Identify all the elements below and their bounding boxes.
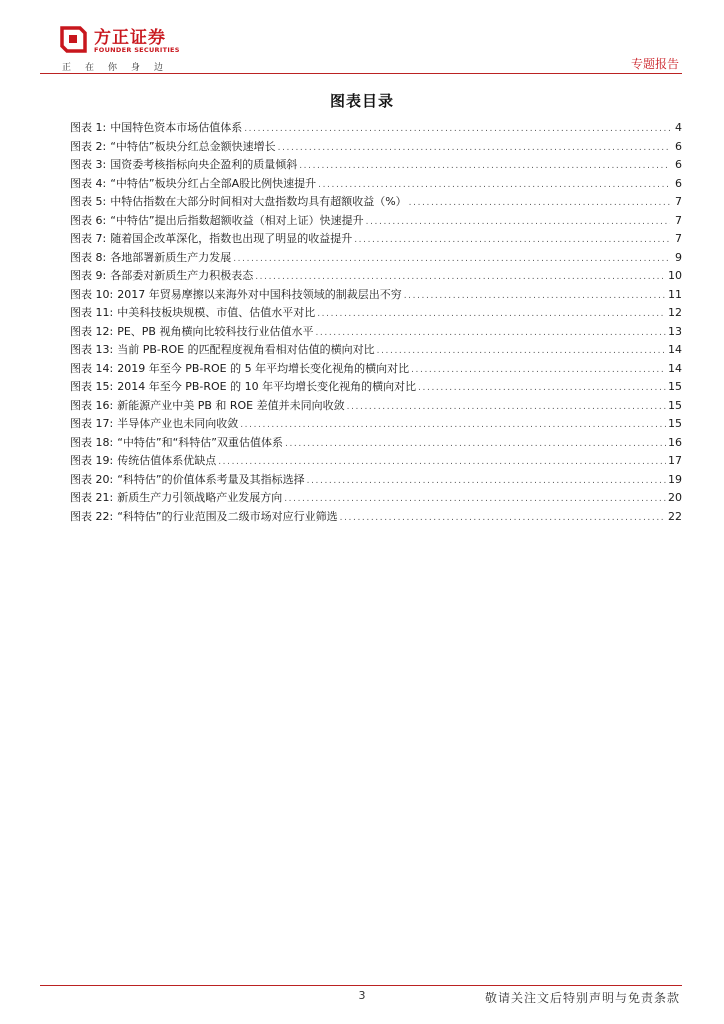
toc-entry-page: 10 <box>668 269 682 282</box>
page-header <box>0 0 724 80</box>
toc-entry[interactable] <box>70 193 682 212</box>
toc-dot-leader <box>411 361 666 380</box>
toc-entry[interactable] <box>70 508 682 527</box>
toc-entry-label: 图表 8: <box>70 250 107 264</box>
toc-entry-title: “科特估”的价值体系考量及其指标选择 <box>117 472 305 486</box>
figure-toc-list <box>70 119 682 526</box>
toc-entry-page: 6 <box>675 139 682 153</box>
toc-entry-label: 图表 14: <box>70 361 114 375</box>
toc-entry-title: 各部委对新质生产力积极表态 <box>110 269 254 282</box>
toc-entry-page: 22 <box>668 509 682 523</box>
toc-entry-label: 图表 15: <box>70 380 114 393</box>
toc-entry-label: 图表 5: <box>70 195 107 208</box>
toc-entry-label: 图表 9: <box>70 269 107 282</box>
toc-dot-leader <box>278 139 670 158</box>
toc-entry-label: 图表 7: <box>70 232 107 245</box>
toc-entry-page: 11 <box>668 287 682 301</box>
toc-title: 图表目录 <box>329 92 394 110</box>
toc-entry-title: “中特估”板块分红总金额快速增长 <box>110 139 276 153</box>
toc-entry-page: 16 <box>668 435 682 449</box>
toc-dot-leader <box>347 398 666 417</box>
toc-entry-title: 国资委考核指标向央企盈利的质量倾斜 <box>110 158 298 171</box>
toc-entry-title: 中国特色资本市场估值体系 <box>110 121 243 134</box>
toc-dot-leader <box>340 509 666 528</box>
toc-dot-leader <box>285 435 666 454</box>
toc-entry-page: 20 <box>668 491 682 504</box>
toc-entry-title: 传统估值体系优缺点 <box>117 454 217 467</box>
toc-entry[interactable] <box>70 119 682 138</box>
toc-entry[interactable] <box>70 397 682 416</box>
toc-entry-page: 6 <box>675 158 682 171</box>
header-divider <box>40 73 682 74</box>
toc-entry-page: 17 <box>668 454 682 467</box>
toc-entry-label: 图表 18: <box>70 435 114 449</box>
toc-entry-page: 12 <box>668 306 682 319</box>
toc-entry[interactable] <box>70 267 682 286</box>
toc-entry[interactable] <box>70 489 682 508</box>
toc-entry[interactable] <box>70 323 682 342</box>
toc-dot-leader <box>315 324 666 343</box>
toc-entry-label: 图表 19: <box>70 454 114 467</box>
toc-entry-page: 7 <box>675 232 682 245</box>
toc-entry[interactable] <box>70 230 682 249</box>
toc-entry-label: 图表 13: <box>70 343 114 356</box>
toc-dot-leader <box>418 379 666 398</box>
toc-dot-leader <box>240 416 666 435</box>
toc-dot-leader <box>317 305 666 324</box>
toc-dot-leader <box>218 453 666 472</box>
toc-entry[interactable] <box>70 249 682 268</box>
toc-entry-title: PE、PB 视角横向比较科技行业估值水平 <box>117 324 314 338</box>
toc-entry-label: 图表 10: <box>70 287 114 301</box>
toc-entry[interactable] <box>70 156 682 175</box>
toc-entry-page: 14 <box>668 343 682 356</box>
toc-entry-label: 图表 4: <box>70 176 107 190</box>
toc-entry-label: 图表 17: <box>70 417 114 430</box>
toc-entry-title: 2014 年至今 PB-ROE 的 10 年平均增长变化视角的横向对比 <box>117 380 417 393</box>
toc-dot-leader <box>409 194 670 213</box>
toc-entry-title: 当前 PB-ROE 的匹配程度视角看相对估值的横向对比 <box>117 343 375 356</box>
toc-entry[interactable] <box>70 378 682 397</box>
toc-entry-title: 2017 年贸易摩擦以来海外对中国科技领域的制裁层出不穷 <box>117 287 402 301</box>
toc-dot-leader <box>318 176 670 195</box>
toc-entry-label: 图表 3: <box>70 158 107 171</box>
logo-english-text: FOUNDER SECURITIES <box>94 46 180 54</box>
toc-entry-page: 13 <box>668 324 682 338</box>
toc-entry-title: 中特估指数在大部分时间相对大盘指数均具有超额收益（%） <box>110 195 407 208</box>
toc-entry-title: 各地部署新质生产力发展 <box>110 250 232 264</box>
disclaimer-text: 敬请关注文后特别声明与免责条款 <box>484 991 680 1005</box>
toc-dot-leader <box>233 250 670 269</box>
toc-entry-title: “中特估”板块分红占全部A股比例快速提升 <box>110 176 317 190</box>
toc-entry-label: 图表 11: <box>70 306 114 319</box>
toc-entry[interactable] <box>70 471 682 490</box>
toc-dot-leader <box>354 231 670 250</box>
toc-entry-page: 7 <box>675 213 682 227</box>
toc-dot-leader <box>284 490 666 509</box>
toc-dot-leader <box>366 213 670 232</box>
toc-entry[interactable] <box>70 286 682 305</box>
toc-entry[interactable] <box>70 415 682 434</box>
toc-dot-leader <box>255 268 666 287</box>
toc-entry-title: 随着国企改革深化，指数也出现了明显的收益提升 <box>110 232 353 245</box>
toc-entry-label: 图表 12: <box>70 324 114 338</box>
toc-entry-label: 图表 20: <box>70 472 114 486</box>
toc-entry[interactable] <box>70 138 682 157</box>
toc-entry-page: 19 <box>668 472 682 486</box>
toc-entry-title: “科特估”的行业范围及二级市场对应行业筛选 <box>117 509 338 523</box>
toc-entry-page: 15 <box>668 380 682 393</box>
report-type-label: 专题报告 <box>630 57 679 71</box>
toc-dot-leader <box>244 120 670 139</box>
toc-entry[interactable] <box>70 304 682 323</box>
toc-entry-label: 图表 2: <box>70 139 107 153</box>
toc-entry-title: 新能源产业中美 PB 和 ROE 差值并未同向收敛 <box>117 398 345 412</box>
toc-entry-label: 图表 21: <box>70 491 114 504</box>
logo-chinese-text: 方正证券 <box>94 28 166 48</box>
toc-entry-label: 图表 16: <box>70 398 114 412</box>
toc-entry[interactable] <box>70 360 682 379</box>
toc-entry[interactable] <box>70 341 682 360</box>
toc-entry-label: 图表 6: <box>70 213 107 227</box>
toc-entry[interactable] <box>70 212 682 231</box>
toc-entry-page: 6 <box>675 176 682 190</box>
toc-entry-title: “中特估”和“科特估”双重估值体系 <box>117 435 283 449</box>
toc-entry-title: 新质生产力引领战略产业发展方向 <box>117 491 283 504</box>
toc-entry[interactable] <box>70 434 682 453</box>
toc-dot-leader <box>299 157 670 176</box>
toc-entry-page: 14 <box>668 361 682 375</box>
toc-entry-title: “中特估”提出后指数超额收益（相对上证）快速提升 <box>110 213 364 227</box>
founder-securities-logo <box>60 23 180 63</box>
toc-entry-label: 图表 1: <box>70 121 107 134</box>
tagline: 正在你身边 <box>62 63 178 73</box>
toc-entry-page: 4 <box>675 121 682 134</box>
toc-entry-title: 半导体产业也未同向收敛 <box>117 417 239 430</box>
toc-entry[interactable] <box>70 452 682 471</box>
toc-entry-label: 图表 22: <box>70 509 114 523</box>
toc-dot-leader <box>307 472 666 491</box>
toc-dot-leader <box>377 342 666 361</box>
toc-entry-title: 2019 年至今 PB-ROE 的 5 年平均增长变化视角的横向对比 <box>117 361 410 375</box>
toc-entry[interactable] <box>70 175 682 194</box>
page-number: 3 <box>358 989 366 1002</box>
toc-entry-page: 15 <box>668 398 682 412</box>
toc-entry-page: 9 <box>675 250 682 264</box>
toc-entry-page: 15 <box>668 417 682 430</box>
founder-logo-icon <box>60 26 87 53</box>
toc-dot-leader <box>404 287 666 306</box>
toc-entry-page: 7 <box>675 195 682 208</box>
toc-entry-title: 中美科技板块规模、市值、估值水平对比 <box>117 306 316 319</box>
footer-divider <box>40 985 682 986</box>
